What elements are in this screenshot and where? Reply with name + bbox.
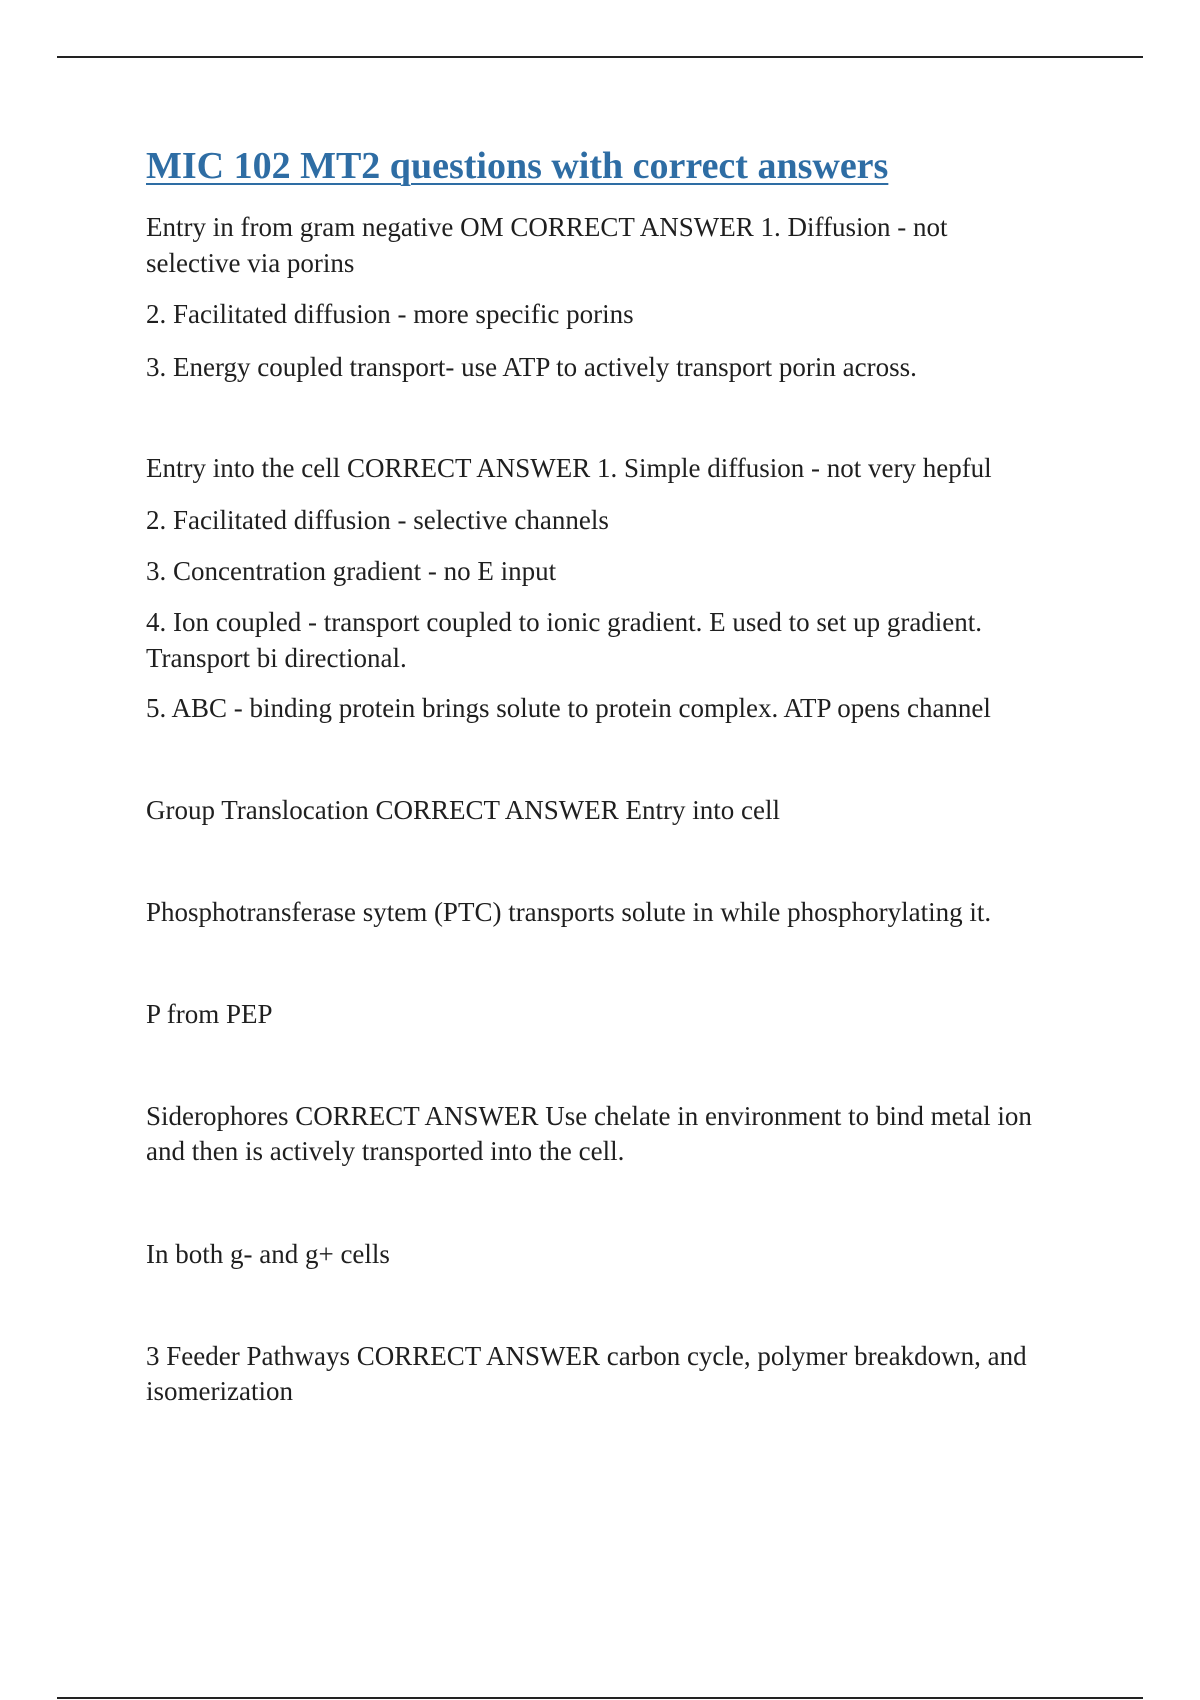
text-line: 2. Facilitated diffusion - more specific porins [146, 299, 634, 329]
text-line: and then is actively transported into the cell. [146, 1136, 625, 1166]
bottom-rule [57, 1697, 1143, 1699]
text-line: 5. ABC - binding protein brings solute to protein complex. ATP opens channel [146, 693, 991, 723]
top-rule [57, 56, 1143, 58]
text-line: 3 Feeder Pathways CORRECT ANSWER carbon cycle, polymer breakdown, and [146, 1341, 1027, 1371]
text-line: In both g- and g+ cells [146, 1239, 390, 1269]
text-line: Transport bi directional. [146, 643, 407, 673]
text-line: P from PEP [146, 999, 273, 1029]
text-line: Group Translocation CORRECT ANSWER Entry into cell [146, 795, 780, 825]
text-line: Entry in from gram negative OM CORRECT ANSWER 1. Diffusion - not [146, 212, 948, 242]
text-line: Phosphotransferase sytem (PTC) transports solute in while phosphorylating it. [146, 897, 992, 927]
text-line: isomerization [146, 1376, 293, 1406]
text-line: Entry into the cell CORRECT ANSWER 1. Simple diffusion - not very hepful [146, 453, 992, 483]
text-line: Siderophores CORRECT ANSWER Use chelate in environment to bind metal ion [146, 1101, 1032, 1131]
text-line: selective via porins [146, 248, 355, 278]
text-line: 3. Energy coupled transport- use ATP to actively transport porin across. [146, 352, 917, 382]
page-title: MIC 102 MT2 questions with correct answers [146, 145, 889, 187]
text-line: 2. Facilitated diffusion - selective channels [146, 505, 609, 535]
text-line: 3. Concentration gradient - no E input [146, 556, 557, 586]
text-line: 4. Ion coupled - transport coupled to ionic gradient. E used to set up gradient. [146, 607, 983, 637]
